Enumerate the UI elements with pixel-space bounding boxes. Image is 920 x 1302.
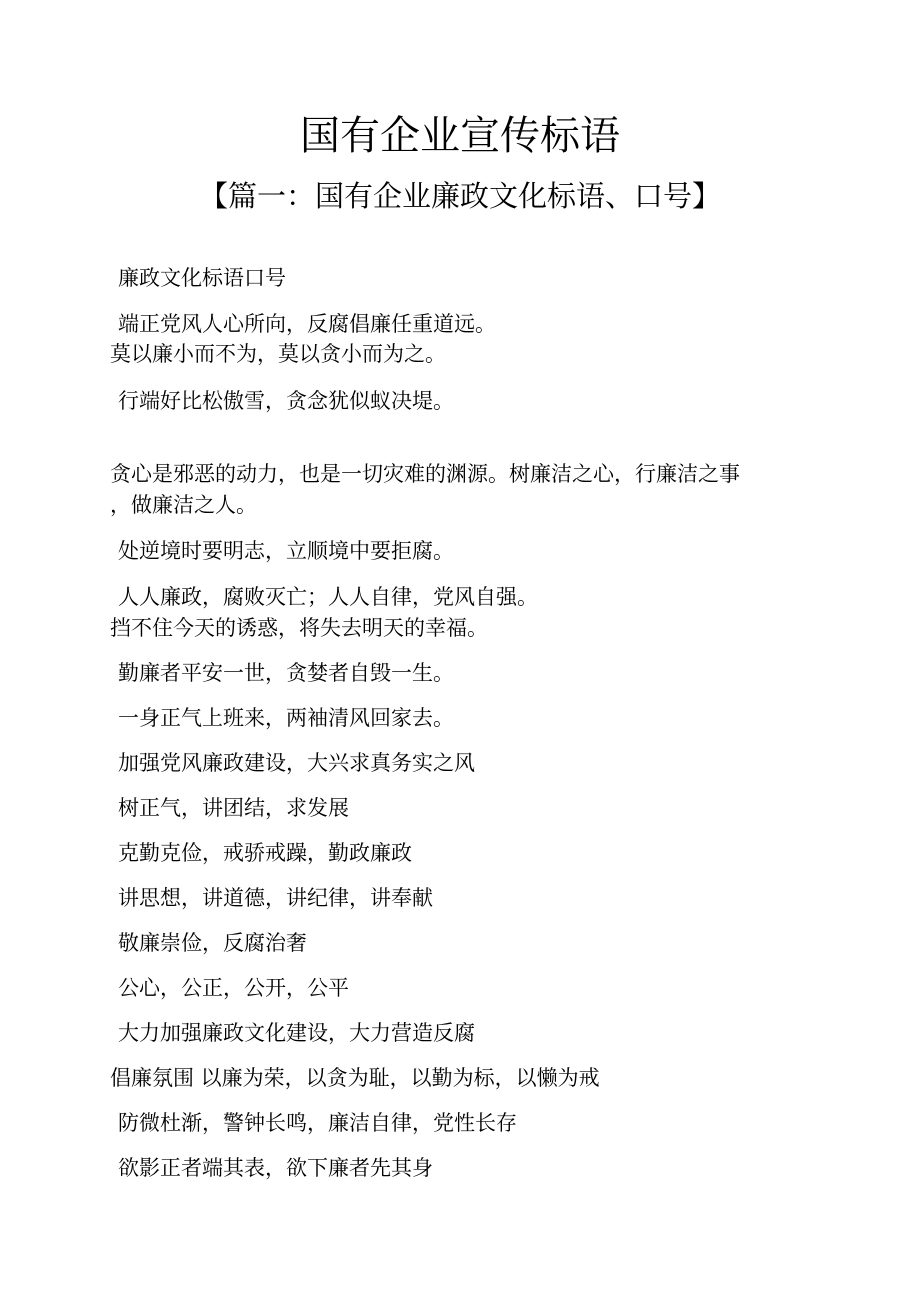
- text-line: 处逆境时要明志，立顺境中要拒腐。: [118, 539, 454, 563]
- text-line: 倡廉氛围 以廉为荣，以贪为耻，以勤为标，以懒为戒: [110, 1066, 600, 1090]
- text-line: 莫以廉小而不为，莫以贪小而为之。: [110, 342, 446, 366]
- text-line: 人人廉政，腐败灭亡；人人自律，党风自强。: [118, 585, 538, 609]
- text-line: 讲思想，讲道德，讲纪律，讲奉献: [118, 886, 433, 910]
- text-line: 端正党风人心所向，反腐倡廉任重道远。: [118, 312, 496, 336]
- text-line: 公心，公正，公开，公平: [118, 976, 349, 1000]
- text-line: ，做廉洁之人。: [110, 493, 257, 517]
- text-line: 大力加强廉政文化建设，大力营造反腐: [118, 1021, 475, 1045]
- text-line: 勤廉者平安一世，贪婪者自毁一生。: [118, 661, 454, 685]
- text-line: 一身正气上班来，两袖清风回家去。: [118, 706, 454, 730]
- text-line: 欲影正者端其表，欲下廉者先其身: [118, 1156, 433, 1180]
- text-line: 加强党风廉政建设，大兴求真务实之风: [118, 751, 475, 775]
- text-line: 廉政文化标语口号: [118, 266, 286, 290]
- text-line: 树正气，讲团结，求发展: [118, 796, 349, 820]
- text-line: 克勤克俭，戒骄戒躁，勤政廉政: [118, 841, 412, 865]
- section-heading: 【篇一：国有企业廉政文化标语、口号】: [198, 179, 721, 213]
- document-title: 国有企业宣传标语: [300, 113, 620, 159]
- text-line: 贪心是邪恶的动力，也是一切灾难的渊源。树廉洁之心，行廉洁之事: [110, 462, 740, 486]
- text-line: 敬廉崇俭，反腐治奢: [118, 931, 307, 955]
- text-line: 挡不住今天的诱惑，将失去明天的幸福。: [110, 616, 488, 640]
- text-line: 行端好比松傲雪，贪念犹似蚁决堤。: [118, 389, 454, 413]
- text-line: 防微杜渐，警钟长鸣，廉洁自律，党性长存: [118, 1111, 517, 1135]
